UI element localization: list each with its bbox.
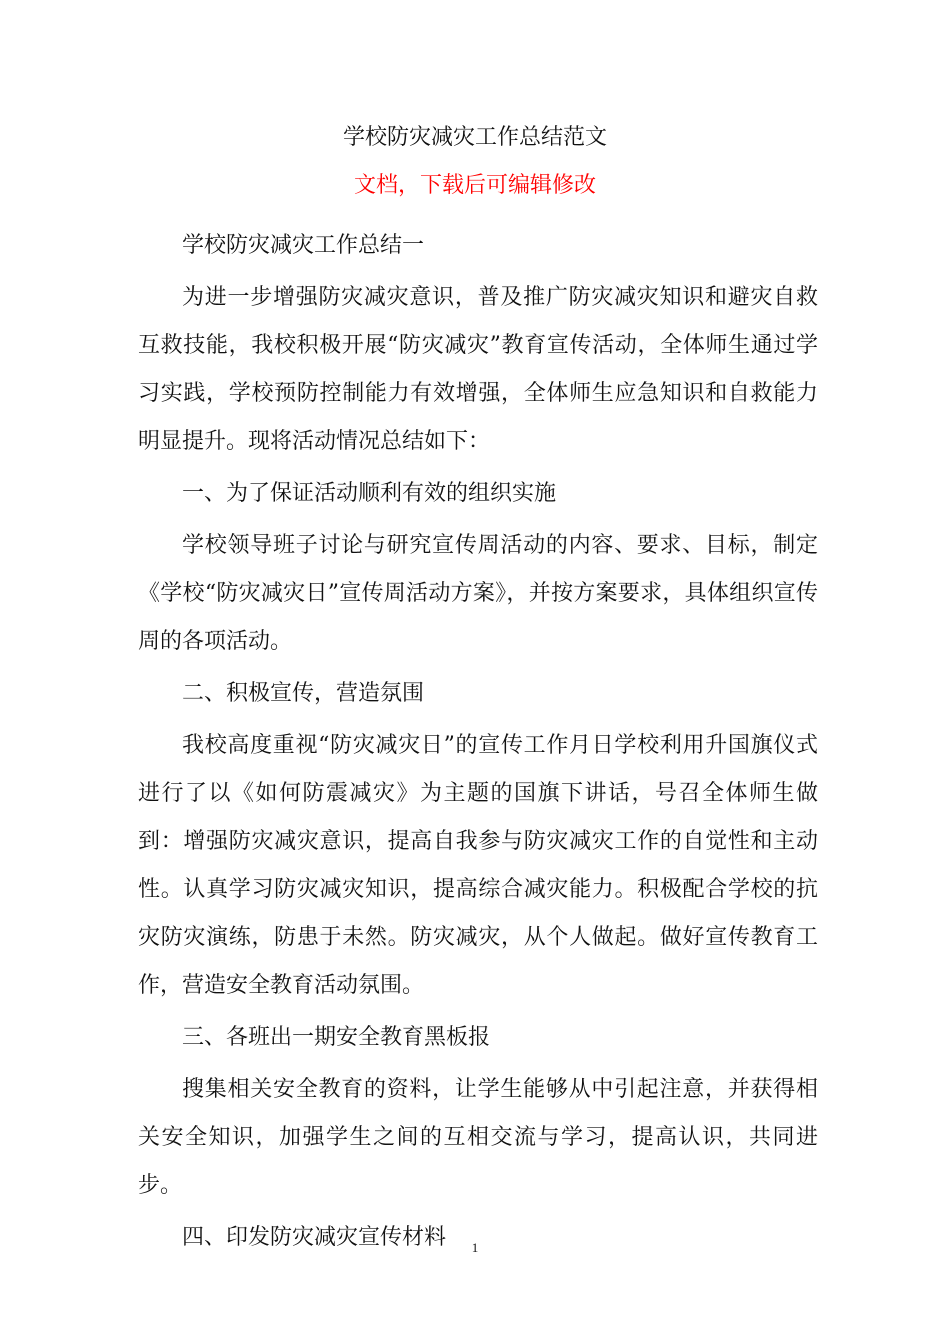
section-heading: 四、印发防灾减灾宣传材料 [182,1225,447,1250]
section-heading: 学校防灾减灾工作总结一 [182,233,425,258]
paragraph: 搜集相关安全教育的资料，让学生能够从中引起注意，并获得相关安全知识，加强学生之间的互相交流与学习，提高认识，共同进步。 [138,1077,818,1198]
section-heading: 一、为了保证活动顺利有效的组织实施 [182,481,557,506]
paragraph: 我校高度重视“防灾减灾日”的宣传工作月日学校利用升国旗仪式进行了以《如何防震减灾》为主题的国旗下讲话，号召全体师生做到：增强防灾减灾意识，提高自我参与防灾减灾工作的自觉性和主动性。认真学习防灾减灾知识，提高综合减灾能力。积极配合学校的抗灾防灾演练，防患于未然。防灾减灾，从个人做起。做好宣传教育工作，营造安全教育活动氛围。 [138,733,818,998]
page-number: 1 [471,1240,479,1255]
paragraph: 为进一步增强防灾减灾意识，普及推广防灾减灾知识和避灾自救互救技能，我校积极开展“防灾减灾”教育宣传活动，全体师生通过学习实践，学校预防控制能力有效增强，全体师生应急知识和自救能力明显提升。现将活动情况总结如下： [138,285,818,454]
section-heading: 三、各班出一期安全教育黑板报 [182,1025,491,1050]
paragraph: 学校领导班子讨论与研究宣传周活动的内容、要求、目标，制定《学校“防灾减灾日”宣传周活动方案》，并按方案要求，具体组织宣传周的各项活动。 [138,533,818,654]
section-heading: 二、积极宣传，营造氛围 [182,681,425,706]
document-title: 学校防灾减灾工作总结范文 [342,125,607,150]
document-body [138,222,818,1262]
document-subtitle: 文档，下载后可编辑修改 [353,173,596,198]
